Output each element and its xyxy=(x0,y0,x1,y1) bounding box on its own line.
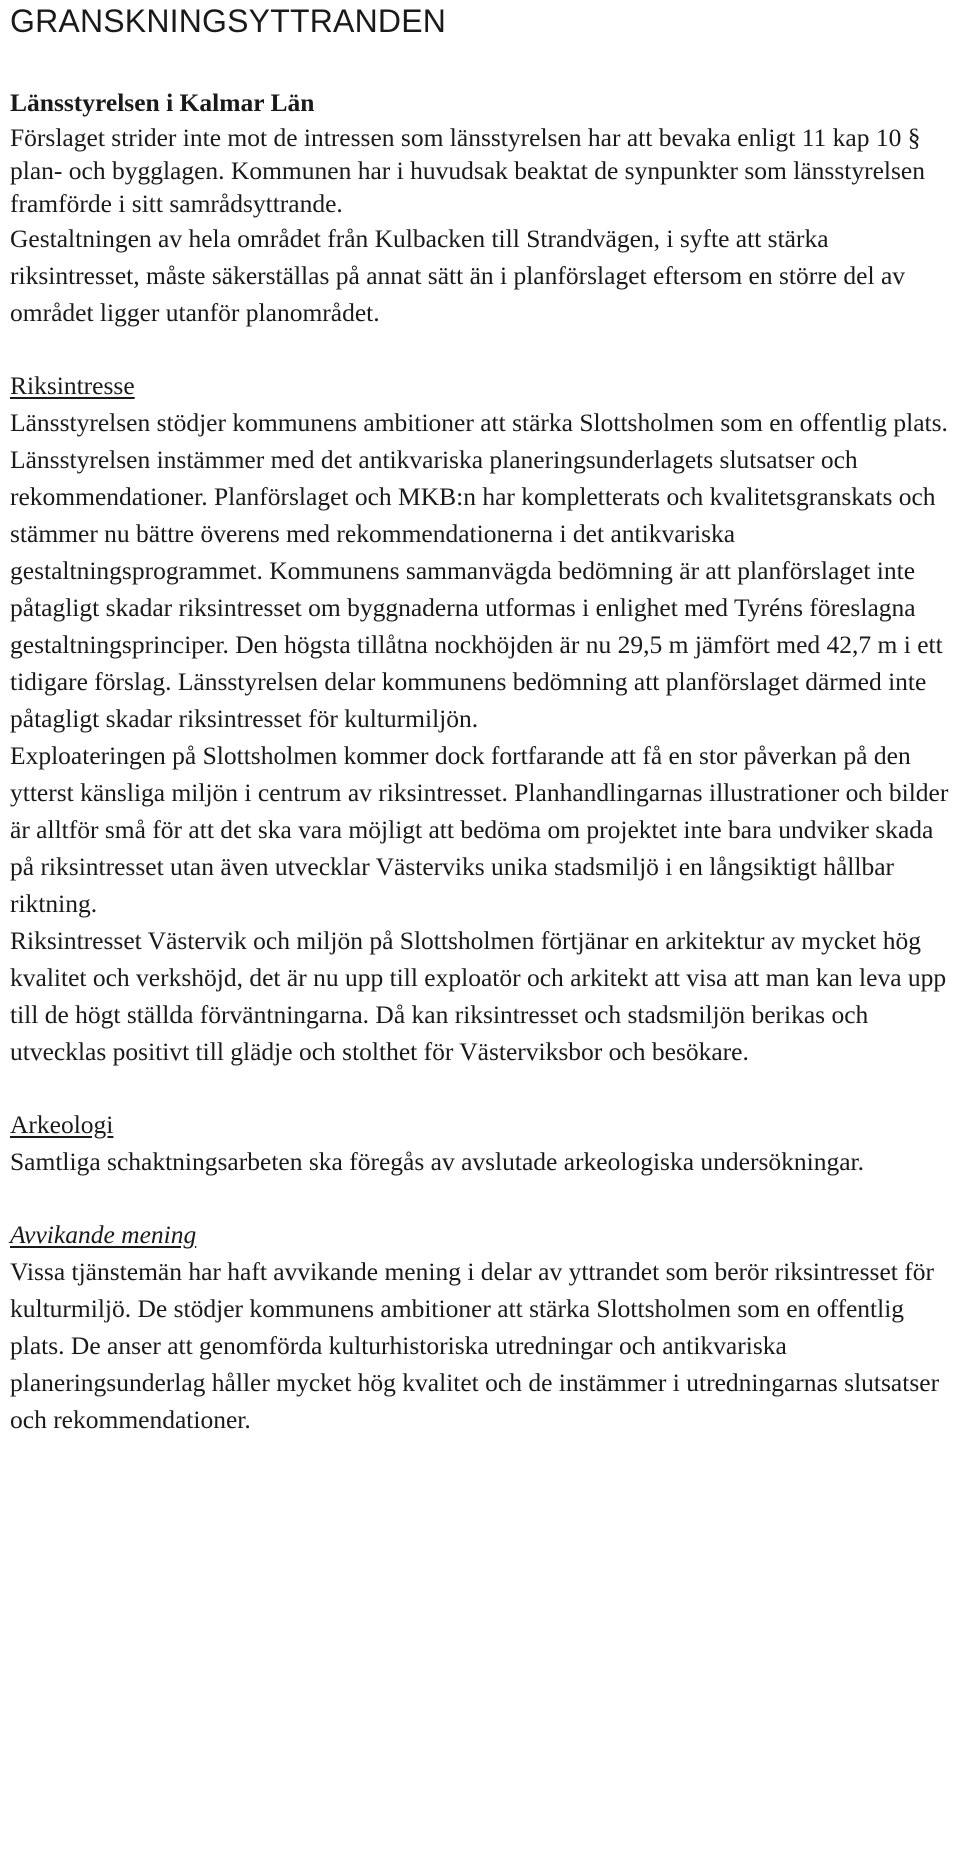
paragraph-exploatering: Exploateringen på Slottsholmen kommer dock fortfarande att få en stor påverkan på den ytterst känsliga miljön i centrum av riksintresset. Planhandlingarnas illustrationer och bilder är alltför små för att det ska vara möjligt att bedöma om projektet inte bara undviker skada på riksintresset utan även utvecklar Västerviks unika stadsmiljö i en långsiktigt hållbar riktning. xyxy=(10,741,949,918)
document-title: GRANSKNINGSYTTRANDEN xyxy=(10,3,447,39)
section-heading-lansstyrelsen: Länsstyrelsen i Kalmar Län xyxy=(10,88,315,117)
paragraph-riksintresse: Länsstyrelsen stödjer kommunens ambitioner att stärka Slottsholmen som en offentlig plats. Länsstyrelsen instämmer med det antikvariska planeringsunderlagets slutsatser och rekommendationer. Planförslaget och MKB:n har kompletterats och kvalitetsgranskats och stämmer nu bättre överens med rekommendationerna i det antikvariska gestaltningsprogrammet. Kommunens sammanvägda bedömning är att planförslaget inte påtagligt skadar riksintresset om byggnaderna utformas i enlighet med Tyréns föreslagna gestaltningsprinciper. Den högsta tillåtna nockhöjden är nu 29,5 m jämfört med 42,7 m i ett tidigare förslag. Länsstyrelsen delar kommunens bedömning att planförslaget därmed inte påtagligt skadar riksintresset för kulturmiljön. xyxy=(10,408,948,733)
section-riksintresse xyxy=(10,367,950,737)
paragraph-avvikande-mening: Vissa tjänstemän har haft avvikande mening i delar av yttrandet som berör riksintresset för kulturmiljö. De stödjer kommunens ambitioner att stärka Slottsholmen som en offentlig plats. De anser att genomförda kulturhistoriska utredningar och antikvariska planeringsunderlag håller mycket hög kvalitet och de instämmer i utredningarnas slutsatser och rekommendationer. xyxy=(10,1257,940,1434)
section-lansstyrelsen xyxy=(10,84,950,220)
paragraph-riksintresset-vastervik: Riksintresset Västervik och miljön på Slottsholmen förtjänar en arkitektur av mycket hög kvalitet och verkshöjd, det är nu upp till exploatör och arkitekt att visa att man kan leva upp till de högt ställda förväntningarna. Då kan riksintresset och stadsmiljön berikas och utvecklas positivt till glädje och stolthet för Västerviksbor och besökare. xyxy=(10,926,947,1066)
section-heading-avvikande-mening: Avvikande mening xyxy=(10,1220,197,1249)
paragraph-arkeologi: Samtliga schaktningsarbeten ska föregås av avslutade arkeologiska undersökningar. xyxy=(10,1147,865,1176)
section-heading-arkeologi: Arkeologi xyxy=(10,1110,114,1139)
paragraph-gestaltning: Gestaltningen av hela området från Kulbacken till Strandvägen, i syfte att stärka riksintresset, måste säkerställas på annat sätt än i planförslaget eftersom en större del av området ligger utanför planområdet. xyxy=(10,224,906,327)
section-avvikande-mening xyxy=(10,1216,950,1438)
paragraph-lansstyrelsen: Förslaget strider inte mot de intressen som länsstyrelsen har att bevaka enligt 11 kap 10 § plan- och bygglagen. Kommunen har i huvudsak beaktat de synpunkter som länsstyrelsen framförde i sitt samrådsyttrande. xyxy=(10,123,925,218)
section-arkeologi xyxy=(10,1106,950,1180)
section-heading-riksintresse: Riksintresse xyxy=(10,371,135,400)
